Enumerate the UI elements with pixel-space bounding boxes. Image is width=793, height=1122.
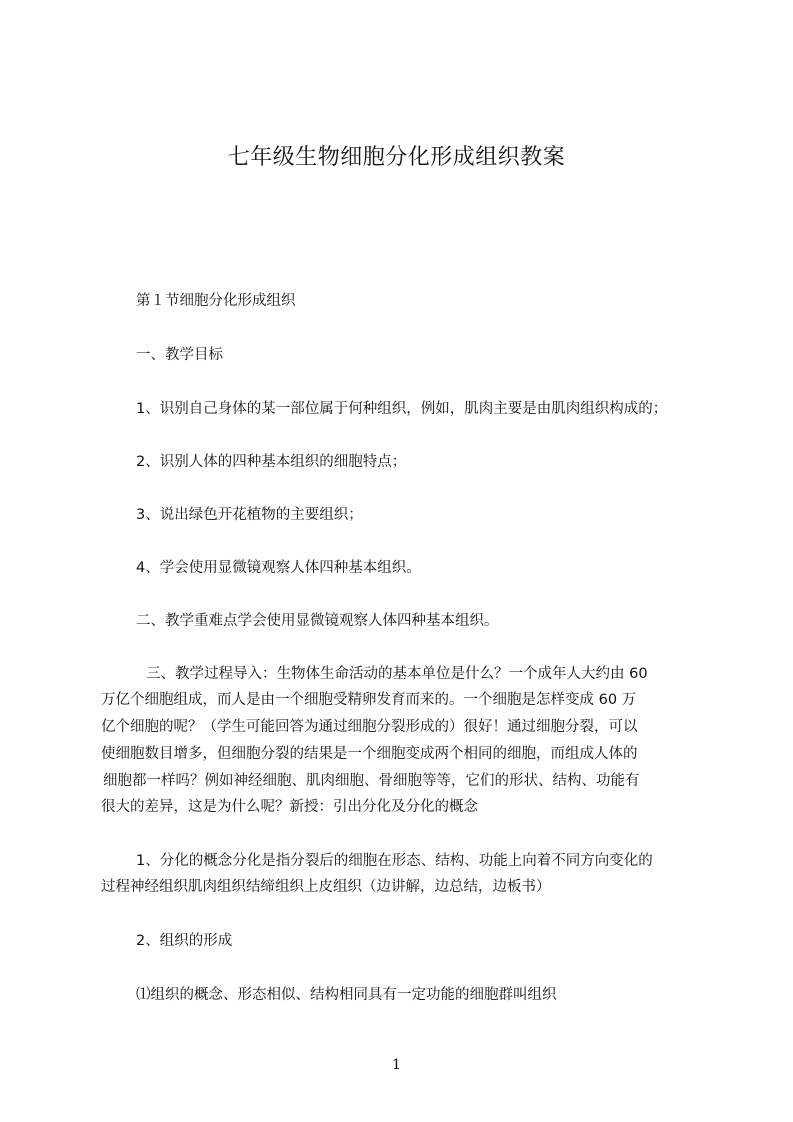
objective-3: 3、说出绿色开花植物的主要组织； — [136, 507, 363, 523]
document-title: 七年级生物细胞分化形成组织教案 — [227, 145, 566, 170]
part3-line-1: 三、教学过程导入：生物体生命活动的基本单位是什么？一个成年人大约由 60 — [146, 666, 648, 682]
part3-line-4: 使细胞数目增多，但细胞分裂的结果是一个细胞变成两个相同的细胞，而组成人体的 — [101, 746, 638, 762]
concept-line-2: 过程神经组织肌肉组织结缔组织上皮组织（边讲解，边总结，边板书） — [101, 879, 551, 895]
objective-4: 4、学会使用显微镜观察人体四种基本组织。 — [136, 560, 421, 576]
section-heading: 第１节细胞分化形成组织 — [136, 293, 296, 309]
part1-heading: 一、教学目标 — [136, 347, 223, 363]
part3-line-5: 细胞都一样吗？例如神经细胞、肌肉细胞、骨细胞等等，它们的形状、结构、功能有 — [103, 773, 640, 789]
part3-line-2: 万亿个细胞组成，而人是由一个细胞受精卵发育而来的。一个细胞是怎样变成 60 万 — [101, 692, 637, 708]
concept-line-1: 1、分化的概念分化是指分裂后的细胞在形态、结构、功能上向着不同方向变化的 — [136, 853, 653, 869]
part3-line-3: 亿个细胞的呢？（学生可能回答为通过细胞分裂形成的）很好！通过细胞分裂，可以 — [101, 719, 638, 735]
objective-1: 1、识别自己身体的某一部位属于何种组织，例如，肌肉主要是由肌肉组织构成的； — [136, 401, 668, 417]
formation-item: ⑴组织的概念、形态相似、结构相同具有一定功能的细胞群叫组织 — [136, 987, 557, 1003]
part2-heading: 二、教学重难点学会使用显微镜观察人体四种基本组织。 — [136, 613, 499, 629]
page-number: 1 — [392, 1057, 401, 1073]
formation-heading: 2、组织的形成 — [136, 933, 233, 949]
objective-2: 2、识别人体的四种基本组织的细胞特点； — [136, 454, 407, 470]
part3-line-6: 很大的差异，这是为什么呢？新授：引出分化及分化的概念 — [101, 799, 478, 815]
